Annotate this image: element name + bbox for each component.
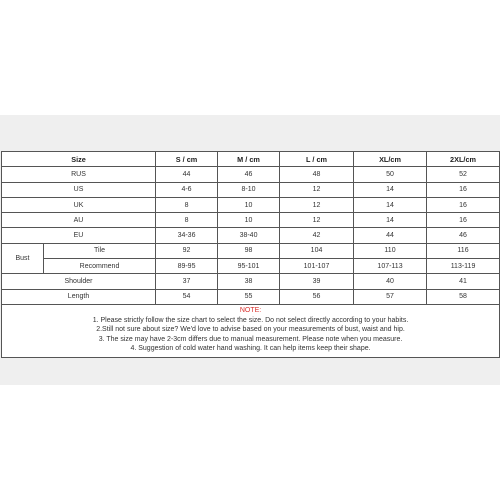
note-line-1: 1. Please strictly follow the size chart to select the size. Do not select directly according to your habits. [92,316,409,324]
header-xl: XL/cm [354,152,427,167]
table-cell: 104 [280,243,354,258]
table-cell: 37 [156,274,218,289]
table-row [2,182,500,197]
header-2xl: 2XL/cm [427,152,500,167]
notes-cell [2,304,500,357]
table-cell: 16 [427,182,500,197]
table-cell: 8 [156,197,218,212]
table-cell: 10 [218,213,280,228]
note-line-3: 3. The size may have 2-3cm differs due to manual measurement. Please note when you measure. [98,335,403,343]
row-label: RUS [2,167,156,182]
table-row [2,243,500,258]
table-row [2,259,500,274]
header-row [2,152,500,167]
row-label: Length [2,289,156,304]
row-label: Recommend [44,259,156,274]
table-cell: 38-40 [218,228,280,243]
table-cell: 46 [218,167,280,182]
note-line-2: 2.Still not sure about size? We'd love to advise based on your measurements of bust, waist and hip. [96,326,405,334]
note-line-4: 4. Suggestion of cold water hand washing. It can help items keep their shape. [130,345,371,353]
header-s: S / cm [156,152,218,167]
table-cell: 8 [156,213,218,228]
table-cell: 56 [280,289,354,304]
table-cell: 110 [354,243,427,258]
table-cell: 38 [218,274,280,289]
table-cell: 12 [280,182,354,197]
table-cell: 58 [427,289,500,304]
table-row [2,289,500,304]
table-cell: 14 [354,182,427,197]
table-cell: 14 [354,213,427,228]
table-cell: 44 [354,228,427,243]
table-cell: 8-10 [218,182,280,197]
table-cell: 4-6 [156,182,218,197]
table-cell: 44 [156,167,218,182]
table-cell: 50 [354,167,427,182]
row-label: EU [2,228,156,243]
table-row [2,228,500,243]
table-cell: 98 [218,243,280,258]
table-cell: 16 [427,197,500,212]
table-cell: 46 [427,228,500,243]
note-title: NOTE: [239,306,262,314]
table-cell: 12 [280,197,354,212]
table-cell: 14 [354,197,427,212]
table-cell: 41 [427,274,500,289]
table-row [2,213,500,228]
table-cell: 92 [156,243,218,258]
table-cell: 95-101 [218,259,280,274]
table-cell: 89-95 [156,259,218,274]
table-row [2,274,500,289]
table-row [2,167,500,182]
table-cell: 116 [427,243,500,258]
table-cell: 40 [354,274,427,289]
table-cell: 16 [427,213,500,228]
row-label: AU [2,213,156,228]
row-label: Shoulder [2,274,156,289]
size-chart-table [1,151,500,358]
table-cell: 39 [280,274,354,289]
table-cell: 101-107 [280,259,354,274]
table-cell: 57 [354,289,427,304]
row-label: UK [2,197,156,212]
header-size: Size [2,152,156,167]
header-l: L / cm [280,152,354,167]
header-m: M / cm [218,152,280,167]
bust-label: Bust [2,243,44,274]
table-cell: 34-36 [156,228,218,243]
row-label: US [2,182,156,197]
table-cell: 48 [280,167,354,182]
table-cell: 113-119 [427,259,500,274]
table-cell: 107-113 [354,259,427,274]
table-cell: 10 [218,197,280,212]
table-row [2,197,500,212]
table-cell: 52 [427,167,500,182]
row-label: Tile [44,243,156,258]
table-cell: 55 [218,289,280,304]
notes-row [2,304,500,357]
table-cell: 42 [280,228,354,243]
table-cell: 12 [280,213,354,228]
table-cell: 54 [156,289,218,304]
